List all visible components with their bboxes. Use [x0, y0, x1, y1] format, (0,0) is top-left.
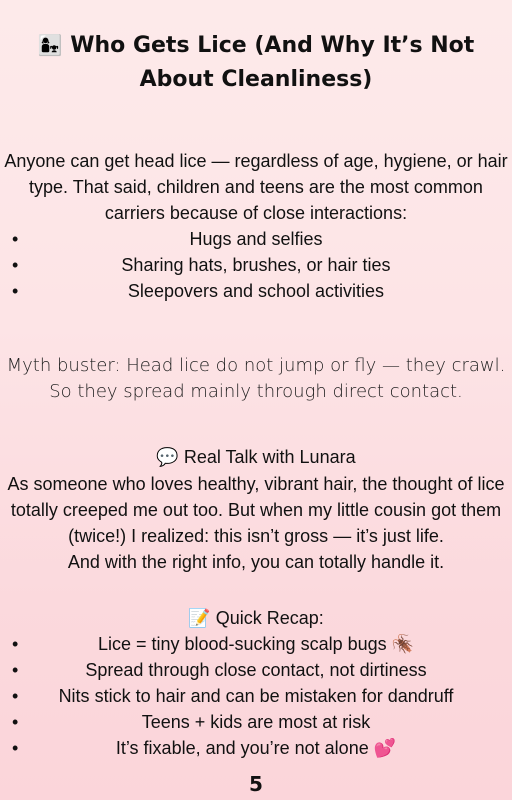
intro-paragraph: Anyone can get head lice — regardless of age, hygiene, or hair type. That said, children and teens are the most common carriers because of close interactions:	[4, 151, 508, 223]
real-talk-section	[0, 444, 512, 575]
list-item: • It’s fixable, and you’re not alone 💕	[0, 735, 512, 761]
bullet-icon: •	[12, 634, 19, 654]
real-talk-body: As someone who loves healthy, vibrant hair, the thought of lice totally creeped me out too. But when my little cousin got them (twice!) I realized: this isn’t gross — it’s just life.	[7, 474, 505, 546]
recap-heading: 📝 Quick Recap:	[188, 608, 324, 629]
list-item: • Sharing hats, brushes, or hair ties	[0, 252, 512, 278]
memo-icon: 📝	[188, 608, 211, 629]
real-talk-closing: And with the right info, you can totally handle it.	[67, 552, 445, 572]
list-item: • Hugs and selfies	[0, 226, 512, 252]
speech-bubble-icon: 💬	[156, 447, 179, 468]
bullet-icon: •	[12, 738, 19, 758]
bullet-icon: •	[12, 686, 19, 706]
real-talk-heading: 💬 Real Talk with Lunara	[156, 447, 356, 468]
list-item: • Lice = tiny blood-sucking scalp bugs 🪳	[0, 631, 512, 657]
bullet-icon: •	[12, 255, 19, 275]
contact-list	[0, 226, 512, 304]
list-item: • Spread through close contact, not dirtiness	[0, 657, 512, 683]
family-icon: 👩‍👧	[37, 33, 63, 57]
myth-buster: Myth buster: Head lice do not jump or fly — they crawl. So they spread mainly through direct contact.	[6, 355, 506, 402]
bullet-icon: •	[12, 712, 19, 732]
list-item: • Sleepovers and school activities	[0, 278, 512, 304]
list-item: • Nits stick to hair and can be mistaken for dandruff	[0, 683, 512, 709]
page-number: 5	[249, 772, 263, 796]
recap-list	[0, 631, 512, 761]
list-item: • Teens + kids are most at risk	[0, 709, 512, 735]
title-text: Who Gets Lice (And Why It’s Not About Cleanliness)	[70, 33, 475, 92]
bullet-icon: •	[12, 229, 19, 249]
bullet-icon: •	[12, 660, 19, 680]
bullet-icon: •	[12, 281, 19, 301]
page-title	[0, 28, 512, 97]
